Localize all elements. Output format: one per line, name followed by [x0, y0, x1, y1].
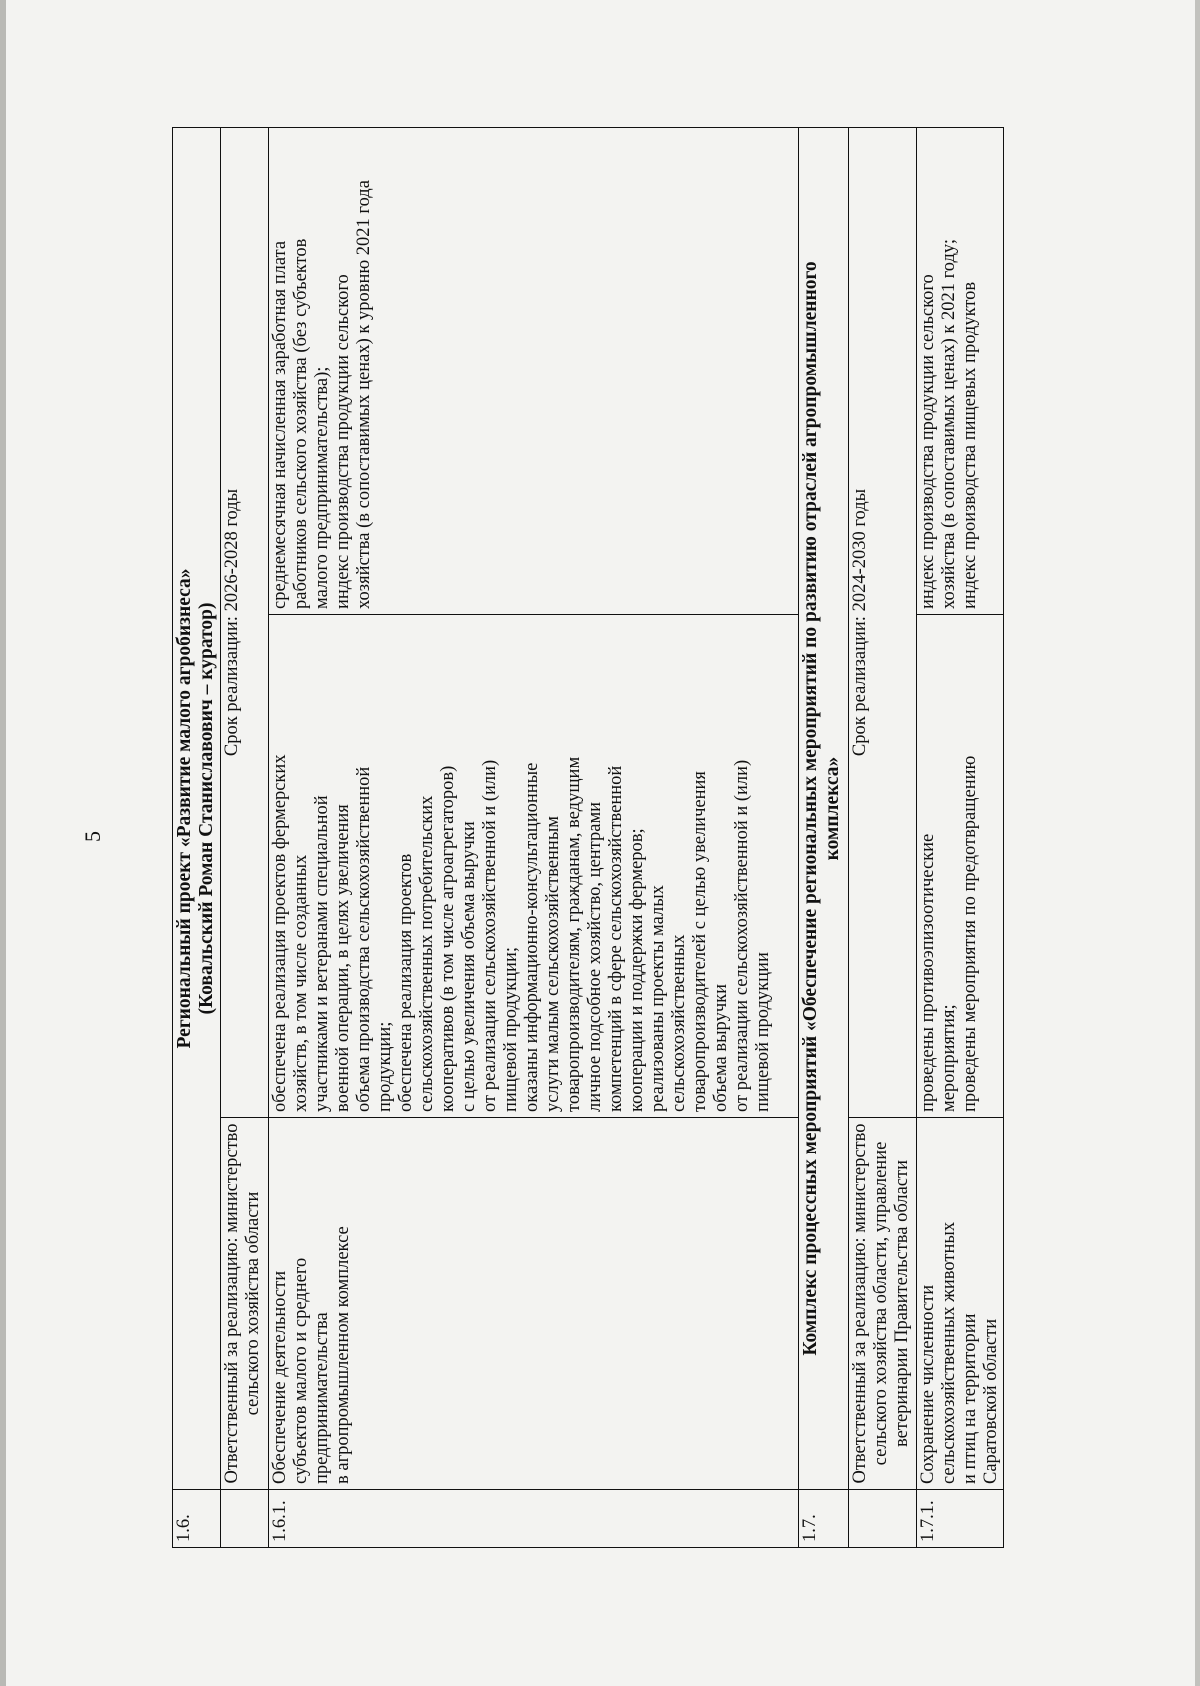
section-header-row: [799, 128, 849, 1548]
responsible-text: Ответственный за реализацию: министерство сельского хозяйства области, управление ветеринарии Правительства области: [849, 1118, 917, 1490]
task-indicators: индекс производства продукции сельского хозяйства (в сопоставимых ценах) к 2021 году; индекс производства пищевых продуктов: [917, 128, 1004, 615]
program-structure-table: [172, 127, 1004, 1548]
scan-edge-right: [1195, 0, 1200, 1686]
period-text: Срок реализации: 2024-2030 годы: [849, 128, 917, 1118]
page-number: 5: [80, 831, 105, 842]
task-text: Обеспечение деятельности субъектов малого и среднего предпринимательства в агропромышленном комплексе: [269, 1118, 799, 1490]
empty-cell: [221, 1490, 269, 1548]
section-header-row: [173, 128, 221, 1548]
task-results: проведены противоэпизоотические мероприятия; проведены мероприятия по предотвращению: [917, 615, 1004, 1118]
section-meta-row: [221, 128, 269, 1548]
section-meta-row: [849, 128, 917, 1548]
period-text: Срок реализации: 2026-2028 годы: [221, 128, 269, 1118]
task-number: 1.7.1.: [917, 1490, 1004, 1548]
scan-edge-left: [0, 0, 6, 1686]
empty-cell: [849, 1490, 917, 1548]
task-row: [917, 128, 1004, 1548]
section-number: 1.7.: [799, 1490, 849, 1548]
task-indicators: среднемесячная начисленная заработная плата работников сельского хозяйства (без субъектов малого предпринимательства); индекс производства продукции сельского хозяйства (в сопоставимых ценах) к уровню 2021 года: [269, 128, 799, 615]
section-number: 1.6.: [173, 1490, 221, 1548]
task-row: [269, 128, 799, 1548]
section-title: Комплекс процессных мероприятий «Обеспечение региональных мероприятий по развитию отраслей агропромышленного комплекса»: [799, 128, 849, 1490]
task-results: обеспечена реализация проектов фермерских хозяйств, в том числе созданных участниками и ветеранами специальной военной операции, в целях увеличения объема производства сельскохозяйственной продукции; обеспечена реализация проектов сельскохозяйственных потребительских кооперативов (в том числе агроагрегаторов) с целью увеличения объема выручки от реализации сельскохозяйственной и (или) пищевой продукции; оказаны информационно-консультационные услуги малым сельскохозяйственным товаропроизводителям, гражданам, ведущим личное подсобное хозяйство, центрами компетенций в сфере сельскохозяйственной кооперации и поддержки фермеров; реализованы проекты малых сельскохозяйственных товаропроизводителей с целью увеличения объема выручки от реализации сельскохозяйственной и (или) пищевой продукции: [269, 615, 799, 1118]
task-text: Сохранение численности сельскохозяйственных животных и птиц на территории Саратовской области: [917, 1118, 1004, 1490]
rotated-table-wrapper: [172, 128, 1001, 1548]
section-title: Региональный проект «Развитие малого агробизнеса» (Ковальский Роман Станиславович – куратор): [173, 128, 221, 1490]
responsible-text: Ответственный за реализацию: министерство сельского хозяйства области: [221, 1118, 269, 1490]
task-number: 1.6.1.: [269, 1490, 799, 1548]
